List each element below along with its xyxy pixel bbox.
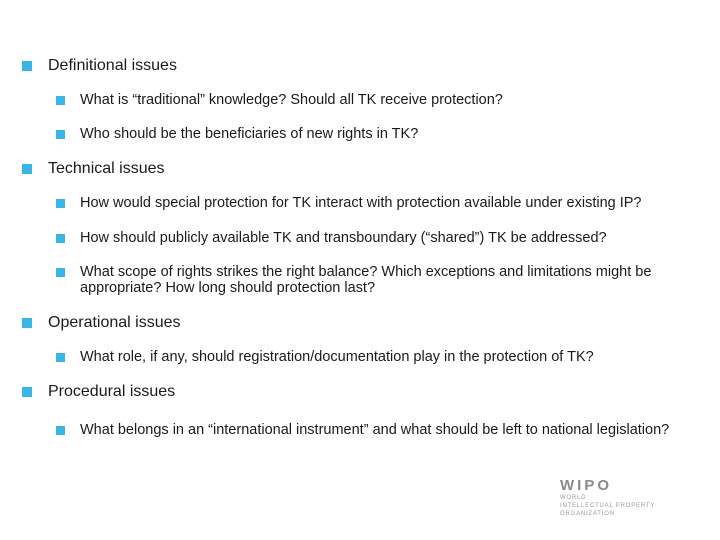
section-title: Definitional issues: [48, 57, 177, 74]
bullet-square-icon: [22, 164, 32, 174]
section-title: Procedural issues: [48, 383, 176, 400]
list-item-text: What scope of rights strikes the right balance? Which exceptions and limitations might be appropriate? How long should protection last?: [80, 264, 652, 296]
logo-mark: WIPO: [560, 477, 612, 494]
bullet-square-icon: [56, 96, 65, 105]
bullet-square-icon: [56, 268, 65, 277]
section-title: Operational issues: [48, 314, 181, 331]
list-item-text: What role, if any, should registration/documentation play in the protection of TK?: [80, 349, 594, 365]
bullet-square-icon: [56, 130, 65, 139]
list-item-text: What belongs in an “international instrument” and what should be left to national legislation?: [80, 422, 670, 438]
section-title: Technical issues: [48, 160, 165, 177]
bullet-square-icon: [22, 61, 32, 71]
bullet-square-icon: [56, 199, 65, 208]
logo-line-3: ORGANIZATION: [560, 511, 615, 517]
logo-line-1: WORLD: [560, 495, 587, 501]
bullet-square-icon: [22, 318, 32, 328]
list-item-text: Who should be the beneficiaries of new rights in TK?: [80, 126, 419, 142]
wipo-logo: [560, 478, 655, 518]
bullet-square-icon: [56, 234, 65, 243]
list-item-text: How would special protection for TK interact with protection available under existing IP?: [80, 195, 642, 211]
logo-line-2: INTELLECTUAL PROPERTY: [560, 503, 656, 509]
bullet-square-icon: [22, 387, 32, 397]
bullet-square-icon: [56, 426, 65, 435]
list-item-text: What is “traditional” knowledge? Should all TK receive protection?: [80, 92, 503, 108]
bullet-square-icon: [56, 353, 65, 362]
list-item-text: How should publicly available TK and transboundary (“shared”) TK be addressed?: [80, 230, 607, 246]
